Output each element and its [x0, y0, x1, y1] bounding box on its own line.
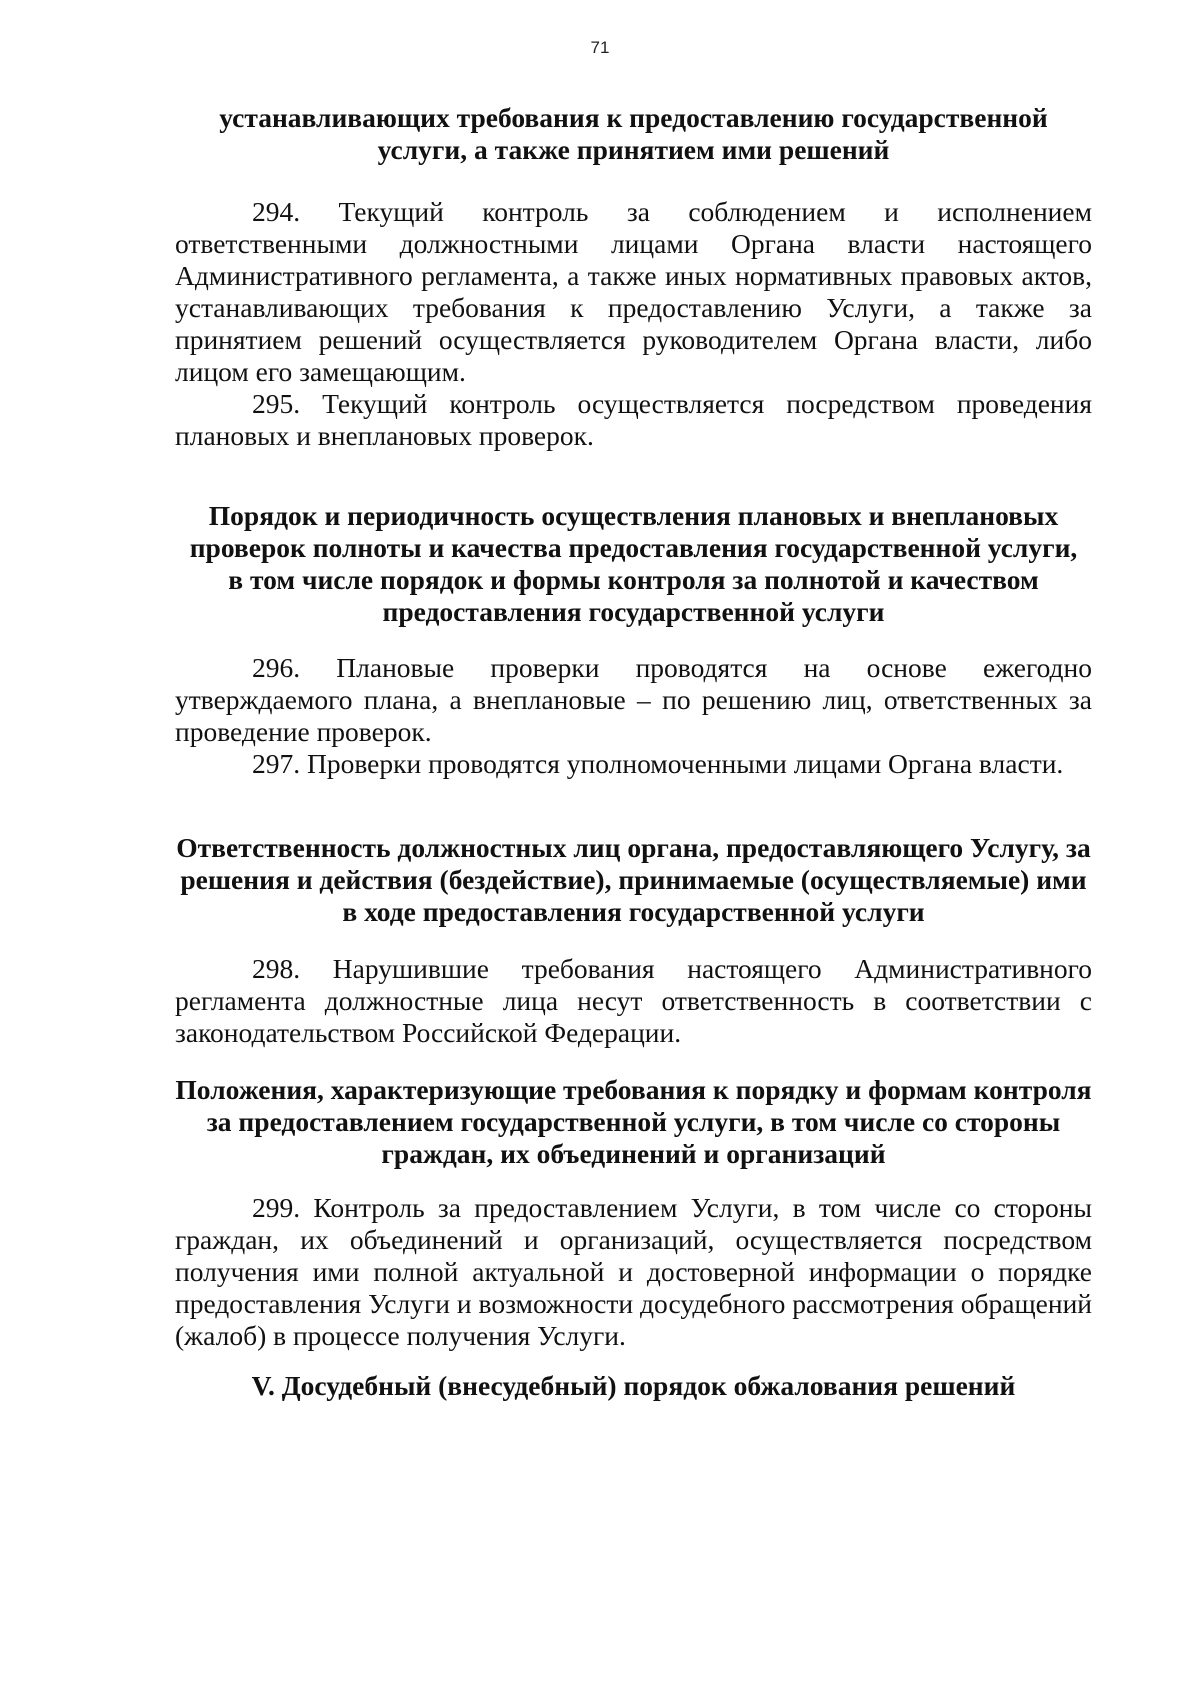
paragraph-295: 295. Текущий контроль осуществляется посредством проведения плановых и внеплановых проверок. — [175, 388, 1092, 451]
section-appeal-heading-wrap — [175, 1370, 1092, 1402]
section-heading: устанавливающих требования к предоставлению государственной услуги, а также принятием ими решений — [219, 102, 1048, 165]
paragraph-296: 296. Плановые проверки проводятся на основе ежегодно утверждаемого плана, а внеплановые – по решению лиц, ответственных за проведение проверок. — [175, 652, 1092, 747]
section-responsibility-body — [175, 953, 1092, 1049]
paragraph-299: 299. Контроль за предоставлением Услуги, в том числе со стороны граждан, их объединений и организаций, осуществляется посредством получения ими полной актуальной и достоверной информации о порядке предоставления Услуги и возможности досудебного рассмотрения обращений (жалоб) в процессе получения Услуги. — [175, 1192, 1092, 1351]
section-heading: Порядок и периодичность осуществления плановых и внеплановых проверок полноты и качества предоставления государственной услуги, в том числе порядок и формы контроля за полнотой и качеством предоставления государственной услуги — [189, 500, 1078, 627]
section-heading: Положения, характеризующие требования к порядку и формам контроля за предоставлением государственной услуги, в том числе со стороны граждан, их объединений и организаций — [175, 1074, 1092, 1169]
section-responsibility-heading-wrap — [175, 832, 1092, 928]
paragraph-298: 298. Нарушившие требования настоящего Административного регламента должностные лица несут ответственность в соответствии с законодательством Российской Федерации. — [175, 953, 1092, 1048]
paragraph-297: 297. Проверки проводятся уполномоченными лицами Органа власти. — [252, 748, 1064, 779]
section-heading: Ответственность должностных лиц органа, предоставляющего Услугу, за решения и действия (бездействие), принимаемые (осуществляемые) ими в ходе предоставления государственной услуги — [176, 832, 1091, 927]
section-inspections-heading-wrap — [175, 500, 1092, 628]
section-provisions-body — [175, 1192, 1092, 1352]
section-control-body — [175, 196, 1092, 452]
section-control-heading-cont — [175, 102, 1092, 166]
section-heading: V. Досудебный (внесудебный) порядок обжалования решений — [251, 1370, 1016, 1401]
section-inspections-body — [175, 652, 1092, 780]
section-provisions-heading-wrap — [175, 1074, 1092, 1170]
paragraph-294: 294. Текущий контроль за соблюдением и исполнением ответственными должностными лицами Органа власти настоящего Административного регламента, а также иных нормативных правовых актов, устанавливающих требования к предоставлению Услуги, а также за принятием решений осуществляется руководителем Органа власти, либо лицом его замещающим. — [175, 196, 1092, 387]
page-number: 71 — [590, 38, 610, 57]
